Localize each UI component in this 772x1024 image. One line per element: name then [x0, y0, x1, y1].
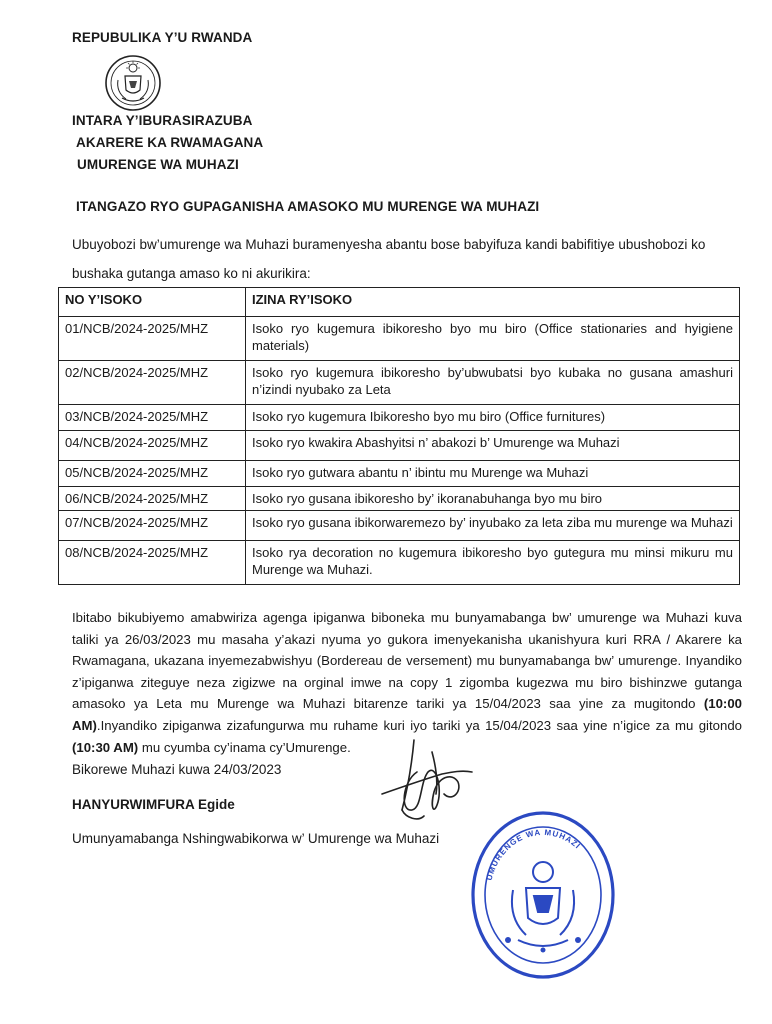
header-tender-name: IZINA RY’ISOKO: [246, 288, 740, 317]
tender-name: Isoko ryo gusana ibikorwaremezo by’ inyubako za leta ziba mu murenge wa Muhazi: [246, 511, 740, 541]
table-row: [59, 361, 740, 405]
opening-time-1: (10:00 AM): [72, 696, 742, 733]
tender-ref: 01/NCB/2024-2025/MHZ: [59, 317, 246, 361]
table-row: [59, 511, 740, 541]
tender-ref: 02/NCB/2024-2025/MHZ: [59, 361, 246, 405]
intro-line-1: Ubuyobozi bw’umurenge wa Muhazi buramenyesha abantu bose babyifuza kandi babifitiye ubushobozi ko: [72, 237, 706, 252]
table-row: [59, 487, 740, 511]
header-tender-number: NO Y’ISOKO: [59, 288, 246, 317]
place-date: Bikorewe Muhazi kuwa 24/03/2023: [72, 762, 282, 777]
tender-ref: 07/NCB/2024-2025/MHZ: [59, 511, 246, 541]
tender-name: Isoko ryo gutwara abantu n’ ibintu mu Murenge wa Muhazi: [246, 461, 740, 487]
opening-time-2: (10:30 AM): [72, 739, 139, 755]
tender-ref: 06/NCB/2024-2025/MHZ: [59, 487, 246, 511]
table-row: [59, 405, 740, 431]
stamp-text: UMURENGE WA MUHAZI: [484, 827, 583, 882]
official-stamp-icon: [468, 800, 618, 990]
province-heading: INTARA Y’IBURASIRAZUBA: [72, 113, 253, 128]
intro-line-2: bushaka gutanga amaso ko ni akurikira:: [72, 266, 311, 281]
table-row: [59, 431, 740, 461]
tenders-table: [58, 287, 740, 585]
republic-heading: REPUBULIKA Y’U RWANDA: [72, 30, 253, 45]
tender-name: Isoko ryo kwakira Abashyitsi n’ abakozi b’ Umurenge wa Muhazi: [246, 431, 740, 461]
tender-name: Isoko rya decoration no kugemura ibikoresho byo gutegura mu minsi mikuru mu Murenge wa Muhazi.: [246, 541, 740, 585]
tender-name: Isoko ryo kugemura Ibikoresho byo mu biro (Office furnitures): [246, 405, 740, 431]
body-part-2: .Inyandiko zipiganwa zizafungurwa mu ruhame kuri iyo tariki ya 15/04/2023 saa yine n’igice za mu gitondo: [96, 717, 742, 733]
notice-title: ITANGAZO RYO GUPAGANISHA AMASOKO MU MURENGE WA MUHAZI: [76, 199, 540, 214]
tender-ref: 08/NCB/2024-2025/MHZ: [59, 541, 246, 585]
tender-name: Isoko ryo gusana ibikoresho by’ ikoranabuhanga byo mu biro: [246, 487, 740, 511]
table-row: [59, 317, 740, 361]
body-part-1: Ibitabo bikubiyemo amabwiriza agenga ipiganwa biboneka mu bunyamabanga bw’ umurenge wa Muhazi kuva taliki ya 26/03/2023 mu masaha y’akazi nyuma yo gukora imenyekanisha ukanishyura kuri RRA / Akarere ka Rwamagana, ukazana inyemezabwishyu (Bordereau de versement) mu bunyamabanga bw’ umurenge. Inyandiko z’ipiganwa ziteguye neza zigizwe na orginal imwe na copy 1 zigomba kugezwa mu biro bishinzwe gutanga amasoko ya Leta mu Murenge wa Muhazi bitarenze tariki ya 15/04/2023 saa yine za mugitondo: [72, 610, 742, 712]
tender-ref: 04/NCB/2024-2025/MHZ: [59, 431, 246, 461]
signatory-name: HANYURWIMFURA Egide: [72, 797, 235, 812]
table-header-row: [59, 288, 740, 317]
tender-name: Isoko ryo kugemura ibikoresho byo mu biro (Office stationaries and hyigiene materials): [246, 317, 740, 361]
district-heading: AKARERE KA RWAMAGANA: [76, 135, 264, 150]
table-row: [59, 461, 740, 487]
tender-ref: 03/NCB/2024-2025/MHZ: [59, 405, 246, 431]
rwanda-coat-of-arms-icon: [104, 54, 162, 112]
signatory-role: Umunyamabanga Nshingwabikorwa w’ Umurenge wa Muhazi: [72, 831, 440, 846]
tender-name: Isoko ryo kugemura ibikoresho by’ubwubatsi byo kubaka no gusana amashuri n’izindi nyubako za Leta: [246, 361, 740, 405]
body-part-3: mu cyumba cy’inama cy’Umurenge.: [138, 739, 351, 755]
tender-ref: 05/NCB/2024-2025/MHZ: [59, 461, 246, 487]
table-row: [59, 541, 740, 585]
sector-heading: UMURENGE WA MUHAZI: [77, 157, 239, 172]
handwritten-signature-icon: [372, 732, 482, 837]
